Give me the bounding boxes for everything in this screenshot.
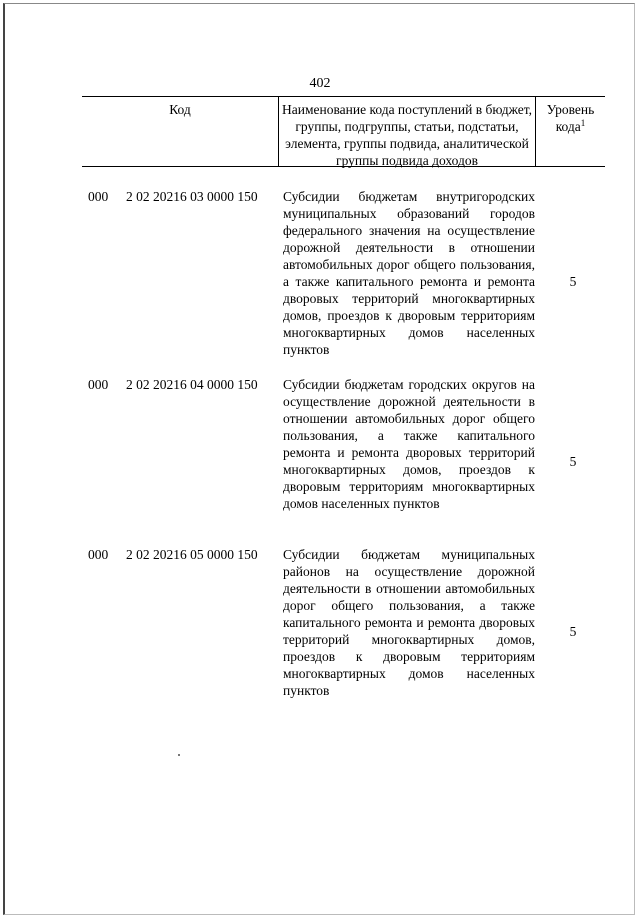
scan-speck	[178, 754, 180, 756]
header-level	[536, 97, 605, 166]
code-level: 5	[569, 454, 577, 469]
table-header	[82, 96, 605, 167]
admin-code: 000	[88, 377, 109, 392]
income-name: Субсидии бюджетам муниципальных районов на осуществление дорожной деятельности в отношении автомобильных дорог общего пользования, а также капитального ремонта и ремонта дворовых территорий многоквартирных домов, проездов к дворовым территориям многоквартирных домов населенных пунктов	[283, 547, 535, 698]
income-name: Субсидии бюджетам городских округов на осуществление дорожной деятельности в отношении автомобильных дорог общего пользования, а также капитального ремонта и ремонта дворовых территорий многоквартирных домов, проездов к дворовым территориям многоквартирных домов населенных пунктов	[283, 377, 535, 511]
code-level: 5	[569, 274, 577, 289]
admin-code: 000	[88, 189, 109, 204]
header-level-footnote: 1	[580, 118, 586, 128]
income-code: 2 02 20216 03 0000 150	[126, 189, 258, 204]
header-level-label: Уровень кода	[546, 102, 595, 134]
income-name: Субсидии бюджетам внутригородских муниципальных образований городов федерального значения на осуществление дорожной деятельности в отношении автомобильных дорог общего пользования, а также капитального ремонта и ремонта дворовых территорий многоквартирных домов, проездов к дворовым территориям многоквартирных домов населенных пунктов	[283, 189, 535, 357]
page-number: 402	[309, 76, 331, 91]
income-code: 2 02 20216 04 0000 150	[126, 377, 258, 392]
header-code: Код	[169, 102, 191, 117]
income-code: 2 02 20216 05 0000 150	[126, 547, 258, 562]
admin-code: 000	[88, 547, 109, 562]
code-level: 5	[569, 624, 577, 639]
header-name: Наименование кода поступлений в бюджет, группы, подгруппы, статьи, подстатьи, элемента, группы подвида, аналитической группы подвида доходов	[278, 97, 536, 166]
